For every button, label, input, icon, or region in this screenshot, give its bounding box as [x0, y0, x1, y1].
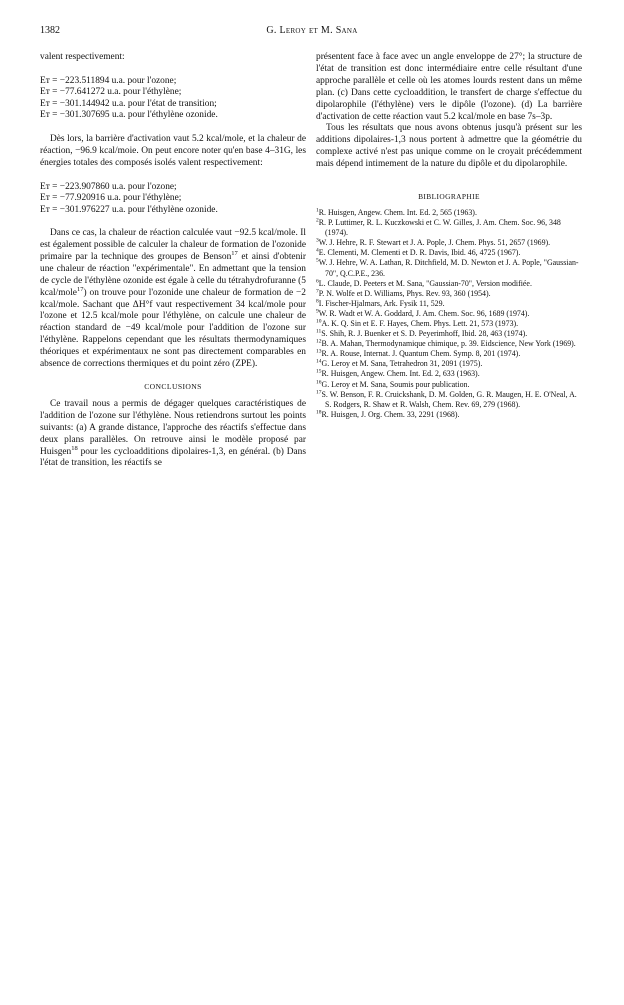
reference-number: 5 [316, 257, 319, 264]
reference-item [316, 359, 582, 369]
paragraph-final: Tous les résultats que nous avons obtenus jusqu'à présent sur les additions dipolaires-1,3 nous portent à admettre que la géométrie du complexe activé n'est pas unique comme on le croyait précédemment mais dépend intimement de la nature du dipôle et du dipolarophile. [316, 123, 582, 170]
reference-text: G. Leroy et M. Sana, Soumis pour publication. [321, 379, 470, 389]
energy-line: Eᴛ = −77.641272 u.a. pour l'éthylène; [40, 87, 182, 98]
energy-list-2 [40, 182, 306, 217]
reference-number: 18 [316, 409, 322, 416]
reference-text: R. Huisgen, Angew. Chem. Int. Ed. 2, 565 (1963). [318, 207, 477, 217]
reference-list [316, 208, 582, 420]
reference-text: R. A. Rouse, Internat. J. Quantum Chem. Symp. 8, 201 (1974). [321, 349, 521, 359]
reference-item [316, 339, 582, 349]
reference-text: E. Clementi, M. Clementi et D. R. Davis, Ibid. 46, 4725 (1967). [318, 248, 521, 258]
reference-number: 3 [316, 237, 319, 244]
reference-item [316, 218, 582, 238]
reference-text: R. Huisgen, J. Org. Chem. 33, 2291 (1968). [321, 409, 460, 419]
paragraph-heat-part3: ) on trouve pour l'ozonide une chaleur de formation de −2 kcal/mole. Sachant que ΔH°f vaut respectivement 34 kcal/mole pour l'ozone et 12.5 kcal/mole pour l'éthylène, on calcule une chaleur de réaction standard de −49 kcal/mole pour l'addition de l'ozone sur l'éthylène. Rappelons cependant que les résultats thermodynamiques théoriques et expérimentaux ne sont pas directement comparables en absence de corrections thermiques et du point zéro (ZPE). [40, 287, 306, 370]
reference-number: 12 [316, 338, 322, 345]
paragraph-heat [40, 228, 306, 371]
reference-text: B. A. Mahan, Thermodynamique chimique, p. 39. Eidscience, New York (1969). [321, 339, 576, 349]
reference-item [316, 238, 582, 248]
energy-list-1 [40, 76, 306, 122]
reference-number: 4 [316, 247, 319, 254]
paragraph-heat-part2: et ainsi d'obtenir une chaleur de réaction "expérimentale". En admettant que la tension de cycle de l'éthylène ozonide est égale à celle du tétrahydrofuranne (5 kcal/mole [40, 251, 307, 298]
conclusions-part1: Ce travail nous a permis de dégager quelques caractéristiques de l'addition de l'ozone sur l'éthylène. Nous retiendrons surtout les points suivants: (a) A grande distance, l'approche des réactifs s'effectue dans deux plans parallèles. On retrouve ainsi le modèle proposé par Huisgen [40, 398, 306, 457]
reference-item [316, 208, 582, 218]
citation-sup: 17 [76, 285, 84, 293]
reference-item [316, 309, 582, 319]
reference-number: 15 [316, 368, 322, 375]
reference-item [316, 349, 582, 359]
reference-text: P. N. Wolfe et D. Williams, Phys. Rev. 93, 360 (1954). [318, 288, 491, 298]
intro-line: valent respectivement: [40, 52, 125, 62]
reference-item [316, 319, 582, 329]
citation-sup: 17 [231, 249, 238, 257]
reference-item [316, 258, 582, 278]
reference-number: 11 [316, 328, 322, 335]
reference-text: W. R. Wadt et W. A. Goddard, J. Am. Chem. Soc. 96, 1689 (1974). [318, 308, 530, 318]
reference-item [316, 299, 582, 309]
reference-number: 6 [316, 278, 319, 284]
paragraph-heat-part1: Dans ce cas, la chaleur de réaction calculée vaut −92.5 kcal/mole. Il est également possible de calculer la chaleur de formation de l'ozonide primaire par la technique des groupes de Benson [40, 228, 306, 262]
reference-item [316, 390, 582, 410]
energy-line: Eᴛ = −301.144942 u.a. pour l'état de transition; [40, 98, 217, 109]
reference-number: 16 [316, 378, 322, 385]
reference-item [316, 279, 582, 289]
page-number: 1382 [40, 25, 60, 36]
paragraph-barrier: Dès lors, la barrière d'activation vaut 5.2 kcal/mole, et la chaleur de réaction, −96.9 kcal/moie. On peut encore noter qu'en base 4–31G, les énergies totales des composés isolés valent respectivement: [40, 133, 306, 168]
reference-item [316, 248, 582, 258]
reference-number: 10 [316, 318, 322, 325]
reference-text: W. J. Hehre, R. F. Stewart et J. A. Pople, J. Chem. Phys. 51, 2657 (1969). [318, 238, 551, 248]
conclusions-heading: CONCLUSIONS [144, 382, 202, 391]
reference-number: 8 [316, 298, 319, 305]
energy-line: Eᴛ = −223.907860 u.a. pour l'ozone; [40, 181, 177, 192]
reference-text: I. Fischer-Hjalmars, Ark. Fysik 11, 529. [318, 298, 445, 308]
energy-line: Eᴛ = −301.307695 u.a. pour l'éthylène ozonide. [40, 110, 218, 121]
left-column [40, 52, 306, 470]
reference-item [316, 329, 582, 339]
reference-text: S. Shih, R. J. Buenker et S. D. Peyerimhoff, Ibid. 28, 463 (1974). [321, 329, 528, 339]
right-column [316, 52, 582, 420]
paragraph-conclusions [40, 399, 306, 470]
citation-sup: 18 [71, 444, 78, 452]
reference-text: L. Claude, D. Peeters et M. Sana, "Gaussian-70", Version modifiée. [318, 278, 532, 288]
reference-text: W. J. Hehre, W. A. Lathan, R. Ditchfield, M. D. Newton et J. A. Pople, "Gaussian-70", Q.C.P.E., 236. [318, 258, 579, 278]
reference-text: R. P. Luttimer, R. L. Kuczkowski et C. W. Gilles, J. Am. Chem. Soc. 96, 348 (1974). [318, 218, 561, 238]
reference-number: 13 [316, 348, 322, 355]
reference-text: A. K. Q. Sin et E. F. Hayes, Chem. Phys. Lett. 21, 573 (1973). [321, 319, 519, 328]
reference-item [316, 369, 582, 379]
reference-number: 7 [316, 288, 319, 295]
energy-line: Eᴛ = −301.976227 u.a. pour l'éthylène ozonide. [40, 204, 218, 215]
reference-item [316, 289, 582, 299]
reference-number: 1 [316, 207, 319, 214]
reference-number: 17 [316, 389, 322, 396]
reference-text: G. Leroy et M. Sana, Tetrahedron 31, 2091 (1975). [321, 359, 483, 369]
conclusions-part2: pour les cycloadditions dipolaires-1,3, en général. (b) Dans l'état de transition, les réactifs se [40, 446, 306, 469]
energy-line: Eᴛ = −77.920916 u.a. pour l'éthylène; [40, 193, 182, 204]
reference-item [316, 380, 582, 390]
reference-text: S. W. Benson, F. R. Cruickshank, D. M. Golden, G. R. Maugen, H. E. O'Neal, A. S. Rodgers, R. Shaw et R. Walsh, Chem. Rev. 69, 279 (1968). [321, 389, 577, 409]
reference-number: 14 [316, 358, 322, 365]
reference-text: R. Huisgen, Angew. Chem. Int. Ed. 2, 633 (1963). [321, 369, 480, 379]
reference-number: 9 [316, 308, 319, 315]
page-header [40, 25, 584, 39]
bibliography-heading: BIBLIOGRAPHIE [418, 192, 480, 202]
reference-item [316, 410, 582, 420]
paragraph-continuation: présentent face à face avec un angle enveloppe de 27°; la structure de l'état de transition est donc intermédiaire entre celle résultant d'une approche parallèle et celle où les atomes lourds restent dans un même plan. (c) Dans cette cycloaddition, le transfert de charge s'effectue du dipolarophile (l'éthylène) vers le dipôle (l'ozone). (d) La barrière d'activation de cette réaction vaut 5.2 kcal/mole en base 7s–3p. [316, 52, 582, 122]
energy-line: Eᴛ = −223.511894 u.a. pour l'ozone; [40, 75, 177, 86]
running-head-authors: G. Leroy et M. Sana [266, 25, 358, 36]
reference-number: 2 [316, 217, 319, 224]
